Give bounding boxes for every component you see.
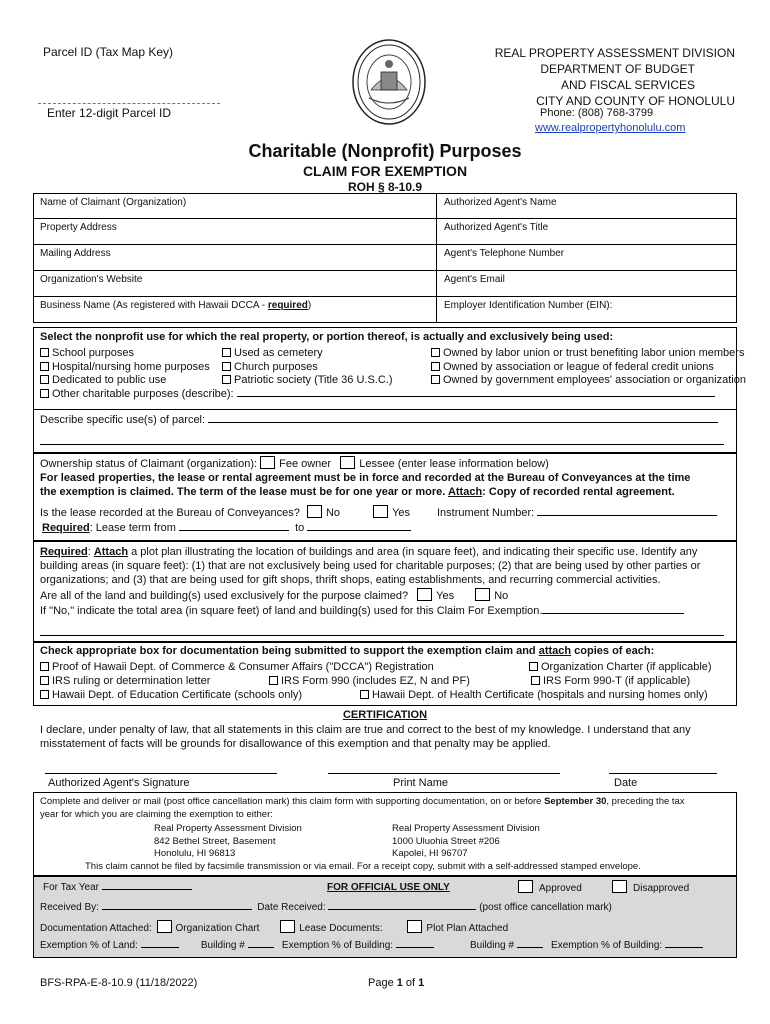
address-line: 1000 Uluohia Street #206: [392, 835, 500, 847]
area-line-2[interactable]: [40, 635, 724, 636]
disapproved-label: Disapproved: [633, 883, 690, 894]
print-name-line[interactable]: [328, 773, 560, 774]
received-by-label: Received By:: [40, 902, 99, 913]
lease-start-line[interactable]: [179, 530, 289, 531]
yes-label: Yes: [436, 590, 455, 602]
ein-field[interactable]: Employer Identification Number (EIN):: [444, 300, 613, 311]
recorded-row: [40, 505, 410, 519]
address-line: Real Property Assessment Division: [392, 823, 540, 834]
checkbox[interactable]: [40, 362, 49, 371]
checkbox[interactable]: [222, 375, 231, 384]
doc-label: Hawaii Dept. of Health Certificate (hospitals and nursing homes only): [372, 689, 708, 701]
approved-label: Approved: [539, 883, 582, 894]
checkbox[interactable]: [40, 389, 49, 398]
area-line[interactable]: [542, 613, 684, 614]
no-label: No: [494, 590, 509, 602]
page-number: [368, 977, 424, 989]
agency-line: CITY AND COUNTY OF HONOLULU: [536, 94, 735, 108]
option-label: Owned by labor union or trust benefiting labor union members: [443, 347, 745, 359]
plot-plan-text: [40, 545, 730, 587]
address-kapolei: [392, 823, 540, 861]
lease-end-line[interactable]: [307, 530, 411, 531]
claimant-name-field[interactable]: Name of Claimant (Organization): [40, 197, 187, 208]
date-received-label: Date Received:: [257, 902, 326, 913]
use-option[interactable]: [222, 347, 393, 361]
checkbox[interactable]: [222, 348, 231, 357]
page-text: Page: [368, 977, 397, 989]
fee-owner-checkbox[interactable]: [260, 456, 275, 469]
option-label: School purposes: [52, 347, 134, 359]
instrument-field[interactable]: [437, 507, 717, 519]
address-line: 842 Bethel Street, Basement: [154, 835, 276, 847]
describe-line-2[interactable]: [40, 444, 724, 445]
date-line[interactable]: [609, 773, 717, 774]
official-heading: FOR OFFICIAL USE ONLY: [327, 882, 450, 893]
ownership-label: Ownership status of Claimant (organization):: [40, 458, 258, 470]
delivery-line: , preceding the tax: [606, 796, 685, 807]
use-option[interactable]: [431, 361, 746, 375]
checkbox[interactable]: [40, 662, 49, 671]
doc-option[interactable]: [529, 661, 712, 673]
other-describe-line[interactable]: [237, 396, 715, 397]
approved-option[interactable]: [518, 880, 582, 894]
plot-plan-label: Plot Plan Attached: [426, 923, 509, 934]
plot-plan-checkbox[interactable]: [407, 920, 422, 933]
delivery-line: Complete and deliver or mail (post office cancellation mark) this claim form with supporting documentation, on or before: [40, 796, 545, 807]
address-line: Honolulu, HI 96813: [154, 848, 236, 859]
instrument-label: Instrument Number:: [437, 507, 535, 519]
attach-word: attach: [538, 645, 572, 657]
checkbox[interactable]: [269, 676, 278, 685]
building-label: Building #: [200, 940, 245, 951]
checkbox[interactable]: [222, 362, 231, 371]
disapproved-option[interactable]: [612, 880, 689, 894]
use-heading: Select the nonprofit use for which the real property, or portion thereof, is actually and exclusively being used:: [40, 331, 614, 343]
doc-option[interactable]: [360, 689, 708, 701]
address-honolulu: [154, 823, 302, 861]
all-used-row: [40, 588, 508, 602]
checkbox[interactable]: [431, 362, 440, 371]
city-seal-icon: [351, 38, 427, 126]
tax-year-field[interactable]: [43, 882, 192, 893]
cert-line: I declare, under penalty of law, that all statements in this claim are true and correct to the best of my knowledge. I understand that any: [40, 724, 691, 736]
plot-text: building areas (in square feet): (1) that are not exclusively being used for charitable purposes; (2) that are being used by other parties or: [40, 560, 701, 572]
option-label: Used as cemetery: [234, 347, 323, 359]
plot-text: a plot plan illustrating the location of buildings and area (in square feet), and indicating their specific use. Identify any: [128, 546, 698, 558]
all-used-question: Are all of the land and building(s) used exclusively for the purpose claimed?: [40, 590, 409, 602]
date-label: Date: [614, 777, 638, 789]
business-name-field[interactable]: [40, 300, 311, 311]
required-label: Required: [40, 546, 88, 558]
approved-checkbox[interactable]: [518, 880, 533, 893]
checkbox[interactable]: [431, 348, 440, 357]
exempt-building-label: Exemption % of Building:: [281, 940, 394, 951]
form-code: ROH § 8-10.9: [347, 180, 423, 194]
agent-phone-field[interactable]: Agent's Telephone Number: [444, 248, 565, 259]
recorded-no-checkbox[interactable]: [307, 505, 322, 518]
org-chart-label: Organization Chart: [175, 923, 260, 934]
lease-note-1: For leased properties, the lease or rental agreement must be in force and recorded at the Bureau of Conveyances at the time: [40, 472, 691, 484]
all-used-yes-checkbox[interactable]: [417, 588, 432, 601]
agency-line: REAL PROPERTY ASSESSMENT DIVISION: [494, 46, 735, 60]
fee-owner-label: Fee owner: [279, 458, 332, 470]
lease-note-2: [40, 486, 675, 498]
building-line[interactable]: [517, 947, 543, 948]
doc-label: Proof of Hawaii Dept. of Commerce & Consumer Affairs ("DCCA") Registration: [52, 661, 434, 673]
cert-line: misstatement of facts will be grounds for disallowance of this exemption and that penalty may be applied.: [40, 738, 551, 750]
instrument-line[interactable]: [537, 515, 717, 516]
yes-label: Yes: [392, 507, 411, 519]
building-line[interactable]: [248, 947, 274, 948]
checkbox[interactable]: [40, 375, 49, 384]
docs-attached-row: [40, 920, 508, 934]
parcel-id-label: Parcel ID (Tax Map Key): [43, 45, 174, 59]
use-option[interactable]: [222, 361, 393, 375]
colon: :: [87, 546, 94, 558]
page-current: 1: [396, 977, 403, 989]
property-address-field[interactable]: Property Address: [40, 222, 117, 233]
all-used-no-checkbox[interactable]: [475, 588, 490, 601]
plot-text: organizations; and (3) that are being used for gift shops, thrift shops, eating establishments, and recurring commercial activities.: [40, 574, 661, 586]
address-line: Real Property Assessment Division: [154, 823, 302, 834]
form-id: BFS-RPA-E-8-10.9 (11/18/2022): [40, 977, 198, 989]
checkbox[interactable]: [40, 676, 49, 685]
building-label: Building #: [469, 940, 514, 951]
required-label: Required: [42, 522, 90, 534]
agency-line: AND FISCAL SERVICES: [560, 78, 695, 92]
checkbox[interactable]: [431, 375, 440, 384]
lessee-checkbox[interactable]: [340, 456, 355, 469]
use-col-2: [222, 347, 393, 388]
lease-term-row: [42, 522, 411, 534]
exempt-building-line[interactable]: [665, 947, 703, 948]
date-received-line[interactable]: [328, 909, 476, 910]
agent-name-field[interactable]: Authorized Agent's Name: [444, 197, 557, 208]
checkbox[interactable]: [529, 662, 538, 671]
option-label: Patriotic society (Title 36 U.S.C.): [234, 374, 393, 386]
use-option[interactable]: [431, 374, 746, 388]
deadline: September 30: [544, 796, 607, 807]
doc-option[interactable]: [40, 675, 210, 687]
doc-option[interactable]: [269, 675, 470, 687]
describe-use-field[interactable]: [40, 414, 718, 426]
tax-year-label: For Tax Year: [43, 882, 99, 893]
attach-word: Attach: [447, 486, 483, 498]
print-name-label: Print Name: [393, 777, 449, 789]
doc-option[interactable]: [40, 689, 302, 701]
doc-label: IRS Form 990 (includes EZ, N and PF): [281, 675, 470, 687]
website-link[interactable]: www.realpropertyhonolulu.com: [535, 122, 686, 134]
docs-attached-label: Documentation Attached:: [40, 923, 152, 934]
lease-docs-label: Lease Documents:: [299, 923, 383, 934]
attach-word: Attach: [93, 546, 129, 558]
page-text: of: [402, 977, 419, 989]
recorded-question: Is the lease recorded at the Bureau of Conveyances?: [40, 507, 300, 519]
mailing-address-field[interactable]: Mailing Address: [40, 248, 111, 259]
doc-option[interactable]: [531, 675, 690, 687]
disapproved-checkbox[interactable]: [612, 880, 627, 893]
phone: Phone: (808) 768-3799: [540, 107, 654, 119]
no-label: No: [325, 507, 341, 519]
lease-docs-checkbox[interactable]: [280, 920, 295, 933]
if-no-text: If "No," indicate the total area (in square feet) of land and building(s) used for this Claim For Exemption.: [40, 605, 543, 617]
agent-email-field[interactable]: Agent's Email: [444, 274, 505, 285]
exemption-row: [40, 940, 703, 951]
describe-label: Describe specific use(s) of parcel:: [40, 414, 206, 426]
doc-label: IRS ruling or determination letter: [52, 675, 211, 687]
delivery-line: year for which you are claiming the exemption to either:: [40, 808, 273, 820]
option-label: Other charitable purposes (describe):: [52, 387, 234, 400]
doc-option[interactable]: [40, 661, 434, 673]
certification-text: [40, 723, 691, 751]
ownership-row: [40, 456, 549, 470]
doc-label: IRS Form 990-T (if applicable): [543, 675, 691, 687]
doc-label: Hawaii Dept. of Education Certificate (schools only): [52, 689, 303, 701]
org-website-field[interactable]: Organization's Website: [40, 274, 143, 285]
option-label: Owned by association or league of federal credit unions: [443, 360, 714, 373]
signature-line[interactable]: [45, 773, 277, 774]
option-label: Church purposes: [234, 360, 318, 373]
certification-heading: CERTIFICATION: [342, 709, 428, 721]
received-by-line[interactable]: [102, 909, 252, 910]
to-label: to: [295, 522, 305, 534]
postmark-label: (post office cancellation mark): [479, 902, 612, 913]
checkbox[interactable]: [360, 690, 369, 699]
parcel-id-hint: Enter 12-digit Parcel ID: [47, 106, 172, 120]
exempt-building-line[interactable]: [396, 947, 434, 948]
use-option[interactable]: [222, 374, 393, 388]
agent-title-field[interactable]: Authorized Agent's Title: [444, 222, 549, 233]
lease-note-text: the exemption is claimed. The term of the lease must be for one year or more.: [40, 486, 448, 498]
tax-year-line[interactable]: [102, 889, 192, 890]
form-title: Charitable (Nonprofit) Purposes: [248, 141, 522, 161]
lessee-label: Lessee (enter lease information below): [359, 458, 549, 470]
address-line: Kapolei, HI 96707: [392, 848, 468, 859]
signature-label: Authorized Agent's Signature: [48, 777, 190, 789]
checkbox[interactable]: [531, 676, 540, 685]
page-total: 1: [418, 977, 425, 989]
recorded-yes-checkbox[interactable]: [373, 505, 388, 518]
business-name-label: Business Name (As registered with Hawaii DCCA -: [40, 300, 268, 311]
doc-heading-text: Check appropriate box for documentation being submitted to support the exemption claim and: [40, 645, 539, 657]
checkbox[interactable]: [40, 348, 49, 357]
option-label: Dedicated to public use: [52, 374, 167, 386]
describe-line[interactable]: [208, 422, 718, 423]
agency-block: [495, 45, 735, 109]
use-option[interactable]: [431, 347, 746, 361]
option-label: Owned by government employees' association or organization: [443, 374, 746, 386]
doc-label: Organization Charter (if applicable): [541, 661, 712, 673]
org-chart-checkbox[interactable]: [157, 920, 172, 933]
parcel-id-input-line[interactable]: [38, 103, 220, 104]
form-subtitle: CLAIM FOR EXEMPTION: [302, 163, 468, 179]
use-col-3: [431, 347, 746, 388]
lease-note-text: : Copy of recorded rental agreement.: [482, 486, 675, 498]
paren: ): [307, 300, 312, 311]
documentation-heading: [40, 645, 654, 657]
agency-line: DEPARTMENT OF BUDGET: [540, 62, 695, 76]
received-row: [40, 902, 612, 913]
required-note: required: [267, 300, 308, 311]
checkbox[interactable]: [40, 690, 49, 699]
exempt-building-label: Exemption % of Building:: [551, 940, 663, 951]
use-option-other[interactable]: [40, 388, 715, 402]
delivery-text: [40, 796, 685, 821]
exempt-land-label: Exemption % of Land:: [40, 940, 138, 951]
if-no-row: [40, 605, 684, 617]
fax-note: This claim cannot be filed by facsimile transmission or via email. For a receipt copy, submit with a self-addressed stamped envelope.: [85, 861, 641, 872]
exempt-land-line[interactable]: [141, 947, 179, 948]
doc-heading-text: copies of each:: [571, 645, 655, 657]
lease-term-label: : Lease term from: [89, 522, 176, 534]
option-label: Hospital/nursing home purposes: [52, 360, 210, 373]
